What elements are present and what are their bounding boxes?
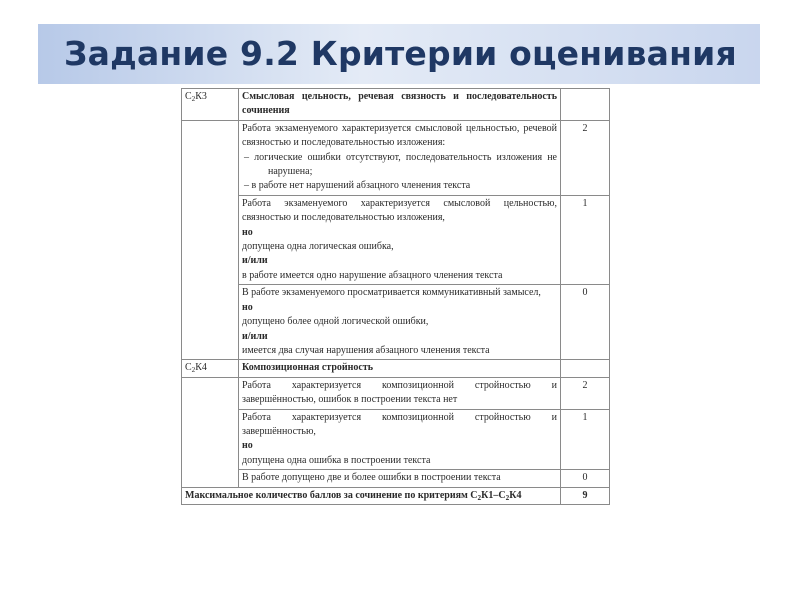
table-row bbox=[182, 360, 610, 377]
table-row bbox=[182, 409, 610, 470]
criterion-description: Работа характеризуется композиционной стройностью и завершённостью, но допущена одна ошибка в построении текста bbox=[239, 409, 561, 470]
table-row bbox=[182, 195, 610, 284]
criterion-header-k4: Композиционная стройность bbox=[239, 360, 561, 377]
score-cell: 0 bbox=[561, 285, 610, 360]
criteria-table bbox=[181, 88, 610, 505]
table-row bbox=[182, 89, 610, 121]
table-row bbox=[182, 285, 610, 360]
criterion-description: Работа характеризуется композиционной стройностью и завершённостью, ошибок в построении текста нет bbox=[239, 377, 561, 409]
criterion-description: Работа экзаменуемого характеризуется смысловой цельностью, речевой связностью и последовательностью изложения: – логические ошибки отсутствуют, последовательность изложения не нарушена; – в работе нет нарушений абзацного членения текста bbox=[239, 120, 561, 195]
slide-title: Задание 9.2 Критерии оценивания bbox=[64, 34, 737, 73]
code-spacer-cell bbox=[182, 120, 239, 360]
table-row bbox=[182, 470, 610, 487]
score-cell: 0 bbox=[561, 470, 610, 487]
criterion-description: В работе экзаменуемого просматривается коммуникативный замысел, но допущено более одной логической ошибки, и/или имеется два случая нарушения абзацного членения текста bbox=[239, 285, 561, 360]
criterion-description: В работе допущено две и более ошибки в построении текста bbox=[239, 470, 561, 487]
table-row bbox=[182, 120, 610, 195]
score-cell: 2 bbox=[561, 120, 610, 195]
code-spacer-cell bbox=[182, 377, 239, 487]
criterion-description: Работа экзаменуемого характеризуется смысловой цельностью, связностью и последовательностью изложения, но допущена одна логическая ошибка, и/или в работе имеется одно нарушение абзацного членения текста bbox=[239, 195, 561, 284]
criterion-header-k3: Смысловая цельность, речевая связность и последовательность сочинения bbox=[239, 89, 561, 121]
score-cell bbox=[561, 89, 610, 121]
criterion-code-k4: $С_2К4$ bbox=[182, 360, 239, 377]
max-score-label: Максимальное количество баллов за сочинение по критериям $С_2К1-С_2К4$ bbox=[182, 487, 561, 504]
score-cell: 1 bbox=[561, 195, 610, 284]
table-row bbox=[182, 487, 610, 504]
criterion-code-k3: $С_2К3$ bbox=[182, 89, 239, 121]
score-cell bbox=[561, 360, 610, 377]
max-score-value: 9 bbox=[561, 487, 610, 504]
score-cell: 2 bbox=[561, 377, 610, 409]
score-cell: 1 bbox=[561, 409, 610, 470]
table-row bbox=[182, 377, 610, 409]
